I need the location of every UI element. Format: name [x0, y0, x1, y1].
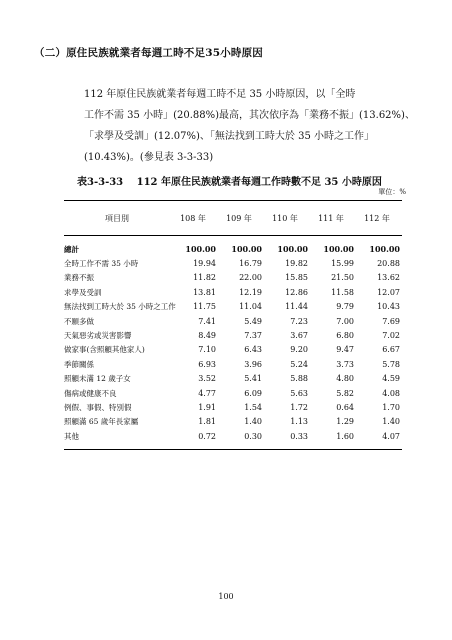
row-value: 7.23: [290, 316, 308, 326]
row-value: 19.82: [285, 259, 308, 269]
table-header: [64, 201, 402, 236]
row-value: 6.43: [244, 345, 262, 355]
table-row: [64, 256, 402, 270]
row-value: 4.59: [382, 374, 400, 384]
row-label: 總計: [64, 244, 79, 254]
row-value: 3.67: [290, 331, 308, 341]
row-value: 11.04: [239, 302, 262, 312]
row-label: 照顧未滿 12 歲子女: [64, 374, 131, 384]
row-value: 11.58: [331, 287, 354, 297]
header-year: 111 年: [318, 213, 344, 223]
header-item-label: 項目別: [105, 213, 129, 223]
row-value: 6.09: [244, 388, 262, 398]
table-body: [64, 242, 402, 449]
row-value: 13.81: [193, 287, 216, 297]
row-value: 100.00: [277, 244, 308, 255]
row-value: 21.50: [331, 273, 354, 283]
row-value: 5.78: [382, 359, 400, 369]
row-value: 7.10: [198, 345, 216, 355]
row-value: 1.54: [244, 402, 262, 412]
row-value: 9.47: [336, 345, 354, 355]
header-year: 109 年: [226, 213, 252, 223]
row-value: 16.79: [239, 259, 262, 269]
row-label: 傷病或健康不良: [64, 388, 117, 398]
row-value: 5.24: [290, 359, 308, 369]
row-label: 做家事(含照顧其他家人): [64, 345, 145, 355]
row-value: 1.70: [382, 402, 400, 412]
table-row: [64, 386, 402, 400]
row-value: 10.43: [377, 302, 400, 312]
row-value: 12.19: [239, 287, 262, 297]
row-value: 6.67: [382, 345, 400, 355]
row-value: 0.30: [244, 431, 262, 441]
row-value: 1.91: [198, 402, 216, 412]
row-value: 9.20: [290, 345, 308, 355]
row-value: 100.00: [231, 244, 262, 255]
row-value: 1.29: [336, 417, 354, 427]
row-value: 1.40: [244, 417, 262, 427]
row-value: 7.00: [336, 316, 354, 326]
row-label: 無法找到工時大於 35 小時之工作: [64, 302, 176, 312]
row-label: 求學及受訓: [64, 287, 102, 297]
row-value: 4.77: [198, 388, 216, 398]
row-value: 5.63: [290, 388, 308, 398]
table-row: [64, 429, 402, 443]
row-value: 5.82: [336, 388, 354, 398]
row-value: 100.00: [369, 244, 400, 255]
row-value: 0.33: [290, 431, 308, 441]
row-value: 20.88: [377, 259, 400, 269]
row-value: 11.82: [193, 273, 216, 283]
row-value: 100.00: [323, 244, 354, 255]
row-value: 5.49: [244, 316, 262, 326]
row-value: 12.07: [377, 287, 400, 297]
header-year: 110 年: [272, 213, 298, 223]
unit-label: 單位：%: [378, 188, 406, 196]
row-value: 3.73: [336, 359, 354, 369]
row-label: 季節關係: [64, 359, 94, 369]
row-value: 8.49: [198, 331, 216, 341]
row-value: 4.07: [382, 431, 400, 441]
row-value: 7.37: [244, 331, 262, 341]
row-value: 1.72: [290, 402, 308, 412]
row-value: 19.94: [193, 259, 216, 269]
row-value: 6.93: [198, 359, 216, 369]
table-title: 表3-3-33 112 年原住民族就業者每週工作時數不足 35 小時原因: [77, 177, 382, 188]
section-title: （二）原住民族就業者每週工時不足35小時原因: [34, 47, 264, 59]
row-value: 9.79: [336, 302, 354, 312]
table-row-total: [64, 242, 402, 256]
table-row: [64, 314, 402, 328]
row-value: 4.08: [382, 388, 400, 398]
row-value: 1.13: [290, 417, 308, 427]
row-value: 1.81: [198, 417, 216, 427]
row-label: 照顧滿 65 歲年長家屬: [64, 417, 139, 427]
table-row: [64, 300, 402, 314]
row-label: 例假、事假、特別假: [64, 402, 132, 412]
row-value: 5.41: [244, 374, 262, 384]
row-value: 11.44: [285, 302, 308, 312]
row-value: 7.69: [382, 316, 400, 326]
row-value: 4.80: [336, 374, 354, 384]
row-value: 13.62: [377, 273, 400, 283]
row-value: 12.86: [285, 287, 308, 297]
row-label: 全時工作不需 35 小時: [64, 259, 139, 269]
row-value: 7.02: [382, 331, 400, 341]
paragraph-line: 工作不需 35 小時」(20.88%)最高，其次依序為「業務不振」(13.62%)、: [84, 110, 415, 121]
data-table: [64, 200, 402, 450]
paragraph-line: (10.43%)。(參見表 3-3-33): [84, 152, 214, 163]
row-value: 0.64: [336, 402, 354, 412]
row-value: 22.00: [239, 273, 262, 283]
row-label: 業務不振: [64, 273, 94, 283]
paragraph-line: 「求學及受訓」(12.07%)、「無法找到工時大於 35 小時之工作」: [84, 131, 375, 142]
row-value: 0.72: [198, 431, 216, 441]
table-row: [64, 357, 402, 371]
header-year: 108 年: [180, 213, 206, 223]
table-row: [64, 328, 402, 342]
table-row: [64, 400, 402, 414]
paragraph-line: 112 年原住民族就業者每週工時不足 35 小時原因，以「全時: [84, 89, 356, 100]
row-label: 天氣惡劣或災害影響: [64, 331, 132, 341]
row-value: 100.00: [185, 244, 216, 255]
row-label: 不願多做: [64, 316, 94, 326]
table-row: [64, 343, 402, 357]
table-row: [64, 271, 402, 285]
row-value: 11.75: [193, 302, 216, 312]
row-value: 6.80: [336, 331, 354, 341]
row-value: 1.40: [382, 417, 400, 427]
body-paragraph: [84, 84, 416, 168]
row-value: 15.99: [331, 259, 354, 269]
row-label: 其他: [64, 431, 79, 441]
header-year: 112 年: [364, 213, 390, 223]
row-value: 1.60: [336, 431, 354, 441]
table-row: [64, 285, 402, 299]
row-value: 3.96: [244, 359, 262, 369]
row-value: 3.52: [198, 374, 216, 384]
table-row: [64, 415, 402, 429]
row-value: 15.85: [285, 273, 308, 283]
table-row: [64, 372, 402, 386]
row-value: 7.41: [198, 316, 216, 326]
row-value: 5.88: [290, 374, 308, 384]
page-number: 100: [218, 592, 234, 601]
